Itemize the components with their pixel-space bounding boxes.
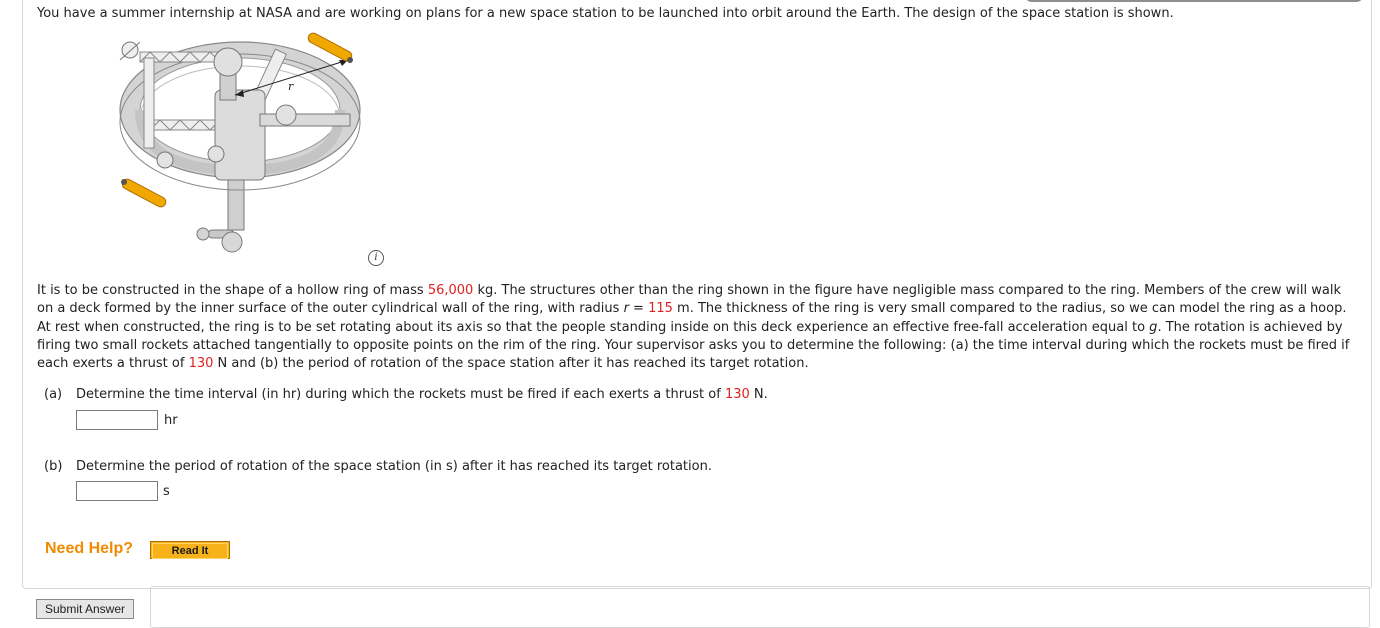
intro-text: You have a summer internship at NASA and are working on plans for a new space station to be launched into orbit around the Earth. The design of the space station is shown. bbox=[37, 6, 1174, 21]
part-a-answer-input[interactable] bbox=[76, 410, 158, 430]
read-it-button[interactable]: Read It bbox=[150, 541, 230, 559]
part-a-unit: hr bbox=[164, 413, 178, 428]
radius-label: r bbox=[288, 80, 294, 93]
radius-value: 115 bbox=[648, 301, 673, 317]
problem-statement: It is to be constructed in the shape of a hollow ring of mass 56,000 kg. The structures other than the ring shown in the figure have negligible mass compared to the ring. Members of the crew will walk on a deck formed by the inner surface of the outer cylindrical wall of the ring, with radius r = 115 m. The thickness of the ring is very small compared to the radius, so we can model the ring as a hoop. At rest when constructed, the ring is to be set rotating about its axis so that the people standing inside on this deck experience an effective free-fall acceleration equal to g. The rotation is achieved by firing two small rockets attached tangentially to opposite points on the rim of the ring. Your supervisor asks you to determine the following: (a) the time interval during which the rockets must be fired if each exerts a thrust of 130 N and (b) the period of rotation of the space station after it has reached its target rotation. bbox=[37, 283, 1350, 372]
submit-answer-button[interactable]: Submit Answer bbox=[36, 599, 134, 619]
space-station-figure bbox=[110, 30, 380, 255]
part-b-answer-input[interactable] bbox=[76, 481, 158, 501]
part-b-letter: (b) bbox=[44, 459, 63, 474]
part-b-unit: s bbox=[163, 484, 170, 499]
mass-value: 56,000 bbox=[427, 283, 474, 298]
thrust-value: 130 bbox=[188, 356, 214, 372]
info-icon[interactable]: i bbox=[368, 250, 384, 266]
part-a-letter: (a) bbox=[44, 387, 63, 402]
need-help-label: Need Help? bbox=[45, 540, 134, 557]
notes-area bbox=[150, 586, 1370, 628]
